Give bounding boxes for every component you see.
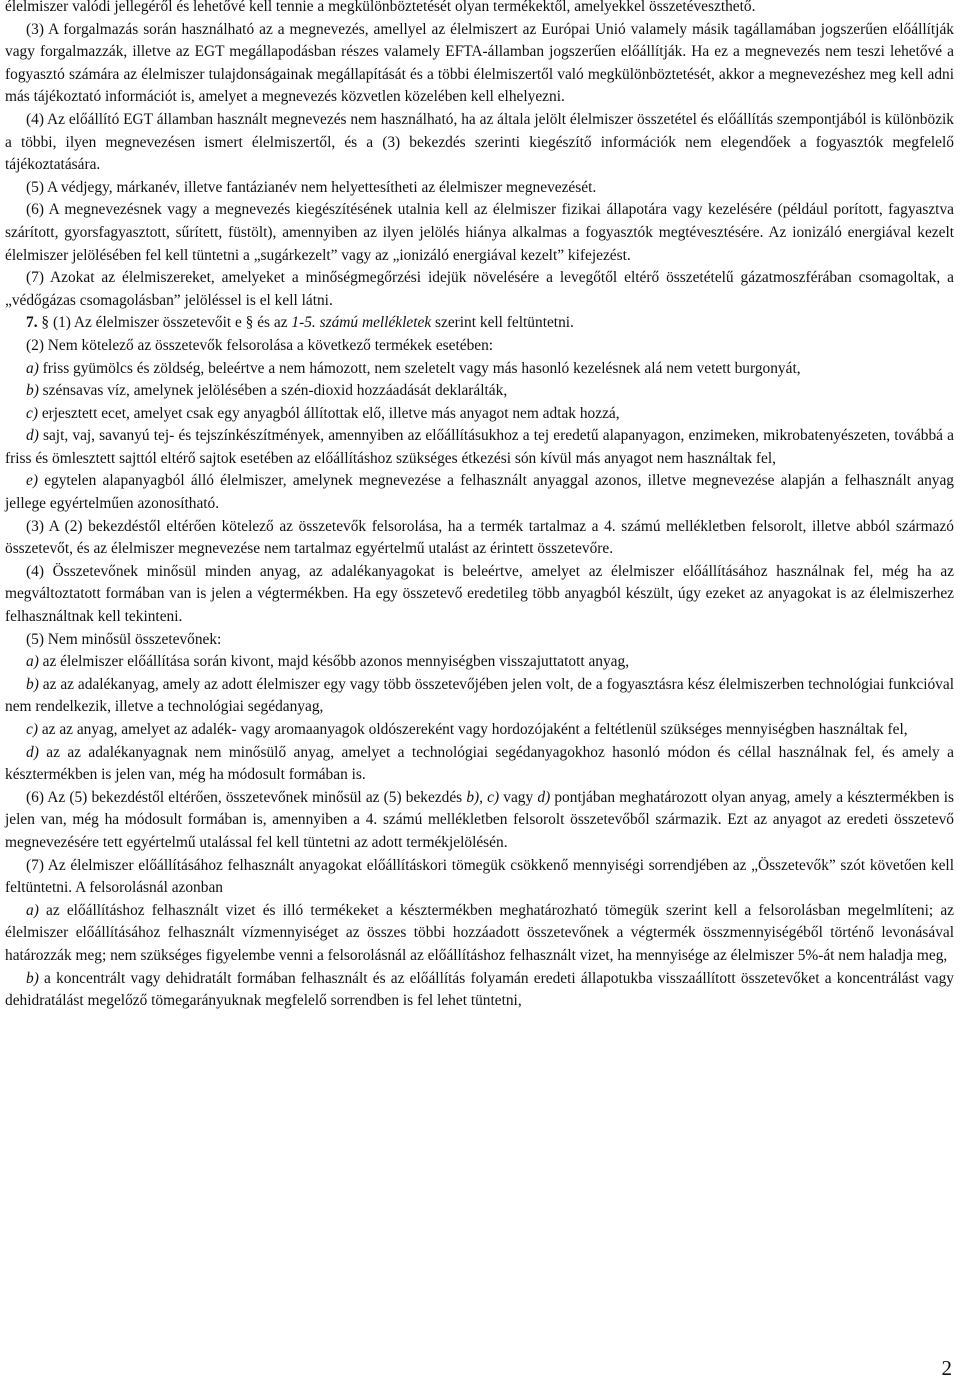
italic-text: c) (26, 721, 38, 738)
paragraph-p15 (5, 629, 954, 652)
text-segment: egytelen alapanyagból álló élelmiszer, amelynek megnevezése a felhasznált anyaggal azonos, illetve megnevezése alapján a felhasznált anyag jellege egyértelműen azonosítható. (5, 472, 954, 513)
text-segment: (6) A megnevezésnek vagy a megnevezés kiegészítésének utalnia kell az élelmiszer fizikai állapotára vagy kezelésére (például porított, fagyasztva szárított, gyorsfagyasztott, sűrített, füstölt), amennyiben az ilyen jelölés hiánya alkalmas a fogyasztók megtévesztésére. Az ionizáló energiával kezelt élelmiszer jelölésében fel kell tüntetni a „sugárkezelt” vagy az „ionizáló energiával kezelt” kifejezést. (5, 201, 954, 264)
paragraph-p09 (5, 380, 954, 403)
document-body (5, 0, 954, 1013)
text-segment: friss gyümölcs és zöldség, beleértve a nem hámozott, nem szeletelt vagy más hasonló kezelésnek alá nem vetett burgonyát, (38, 359, 801, 377)
text-segment: (5) A védjegy, márkanév, illetve fantázianév nem helyettesítheti az élelmiszer megnevezését. (26, 178, 597, 196)
text-segment: (4) Az előállító EGT államban használt megnevezés nem használható, ha az általa jelölt élelmiszer összetétel és előállítás szempontjából is különbözik a többi, ilyen megnevezésen ismert élelmiszertől, és a (3) bekezdés szerinti kiegészítő információk nem elegendőek a fogyasztók megfelelő tájékoztatására. (5, 110, 954, 174)
paragraph-p03 (5, 177, 954, 200)
text-segment: az az adalékanyagnak nem minősülő anyag, amelyet a technológiai segédanyagokhoz hasonló módon és céllal használnak fel, és amely a késztermékben is jelen van, még ha módosult formában is. (5, 743, 954, 784)
paragraph-p14 (5, 561, 954, 629)
italic-text: d) (26, 427, 39, 445)
text-segment: (4) Összetevőnek minősül minden anyag, az adalékanyagokat is beleértve, amelyet az élelmiszer előállításához használnak fel, még ha az megváltoztatott formában van is jelen a végtermékben. Ha egy összetevő eredetileg több anyagból készült, úgy ezeket az anyagokat is az élelmiszerhez felhasználtnak kell tekinteni. (5, 562, 954, 626)
paragraph-p19 (5, 742, 954, 787)
paragraph-p13 (5, 516, 954, 561)
text-segment: (3) A (2) bekezdéstől eltérően kötelező az összetevők felsorolása, ha a termék tartalmaz a 4. számú mellékletben felsorolt, illetve abból származó összetevőt, és az élelmiszer megnevezése nem tartalmaz egyértelmű utalást az érintett összetevőre. (5, 517, 954, 558)
text-segment: erjesztett ecet, amelyet csak egy anyagból állítottak elő, illetve más anyagot nem adtak hozzá, (37, 404, 620, 422)
bold-text: 7. (26, 314, 38, 332)
text-segment: az előállításhoz felhasznált vizet és illó termékeket a késztermékben meghatározható tömegük szerint kell a felsorolásban megelmlíteni; az élelmiszer előállításához felhasznált vízmennyiséget az összes többi hozzáadott összetevőnek a végtermék összmennyiségéből történő levonásával határozzák meg; nem szükséges figyelembe venni a felsorolásnál az előállításhoz felhasznált vizet, ha mennyisége az élelmiszer 5%-át nem haladja meg, (5, 901, 954, 964)
text-segment: az az adalékanyag, amely az adott élelmiszer egy vagy több összetevőjében jelen volt, de a fogyasztásra kész élelmiszerben technológiai funkcióval nem rendelkezik, illetve a technológiai segédanyag, (5, 675, 954, 716)
paragraph-p04 (5, 199, 954, 267)
italic-text: d) (26, 743, 39, 761)
paragraph-p18 (5, 719, 954, 742)
text-segment: (2) Nem kötelező az összetevők felsorolása a következő termékek esetében: (26, 336, 494, 354)
text-segment: sajt, vaj, savanyú tej- és tejszínkészítmények, amennyiben az előállításukhoz a tej eredetű alapanyagon, enzimeken, mikrobatenyészeten, továbbá a friss és ömlesztett sajttól eltérő sajtok esetében az előállításhoz szükséges étkezési són kívül más anyagot nem használtak fel, (5, 427, 954, 467)
italic-text: d) (537, 788, 551, 806)
paragraph-p21 (5, 855, 954, 900)
text-segment: pontjában meghatározott olyan anyag, amely a késztermékben is jelen van, még ha módosult formában is, amennyiben a 4. számú mellékletben felsorolt összetevőből származik. Ezt az anyagot az eredeti összetevő megnevezésére tett egyértelmű utalással fel kell tüntetni az adott termékjelölésén. (5, 788, 955, 851)
italic-text: a) (26, 359, 39, 377)
text-segment: (6) Az (5) bekezdéstől eltérően, összetevőnek minősül az (5) bekezdés (26, 788, 467, 806)
paragraph-p01 (5, 19, 954, 109)
text-segment: (7) Az élelmiszer előállításához felhasznált anyagokat előállításkori tömegük csökkenő mennyiségi sorrendjében az „Összetevők” szót követően kell feltüntetni. A felsorolásnál azonban (5, 856, 954, 897)
text-segment: (5) Nem minősül összetevőnek: (26, 630, 222, 648)
paragraph-p07 (5, 335, 954, 358)
paragraph-p08 (5, 358, 954, 381)
paragraph-p23 (5, 968, 954, 1013)
text-segment: az az anyag, amelyet az adalék- vagy aromaanyagok oldószereként vagy hordozójaként a feltétlenül szükséges mennyiségben használtak fel, (37, 721, 908, 738)
italic-text: e) (26, 472, 38, 490)
paragraph-p02 (5, 109, 954, 177)
paragraph-p12 (5, 470, 954, 515)
text-segment: (3) A forgalmazás során használható az a megnevezés, amellyel az élelmiszert az Európai Unió valamely másik tagállamában jogszerűen előállítják vagy forgalmazzák, illetve az EGT megállapodásban részes valamely EFTA-államban jogszerűen előállítják. Ha ez a megnevezés nem teszi lehetővé a fogyasztó számára az élelmiszer tulajdonságainak megállapítását és a többi élelmiszertől való megkülönböztetését, akkor a megnevezéshez meg kell adni más tájékoztató információt is, amelyet a megnevezés közvetlen közelében kell elhelyezni. (5, 20, 954, 106)
paragraph-p05 (5, 267, 954, 312)
text-segment: § (1) Az élelmiszer összetevőit e § és az (37, 314, 292, 332)
paragraph-p16 (5, 651, 954, 674)
text-segment: szerint kell feltüntetni. (431, 314, 574, 332)
paragraph-p20 (5, 787, 954, 855)
text-segment: élelmiszer valódi jellegéről és lehetővé kell tennie a megkülönböztetését olyan termékektől, amelyekkel összetéveszthető. (5, 0, 756, 15)
italic-text: a) (26, 653, 39, 671)
text-segment: (7) Azokat az élelmiszereket, amelyeket a minőségmegőrzési idejük növelésére a levegőtől eltérő összetételű gázatmoszférában csomagoltak, a „védőgázas csomagolásban” jelöléssel is el kell látni. (5, 269, 954, 309)
italic-text: b), c) (466, 788, 500, 806)
italic-text: b) (26, 675, 39, 693)
paragraph-p10 (5, 403, 954, 426)
text-segment: szénsavas víz, amelynek jelölésében a szén-dioxid hozzáadását deklarálták, (38, 382, 508, 400)
italic-text: a) (26, 901, 39, 919)
italic-text: c) (26, 404, 38, 422)
paragraph-p00 (5, 0, 954, 19)
paragraph-p06 (5, 312, 954, 335)
page-number: 2 (941, 1356, 952, 1380)
text-segment: a koncentrált vagy dehidratált formában felhasznált és az előállítás folyamán eredeti állapotukba visszaállított összetevőket a koncentrálást vagy dehidratálást megelőző tömegarányuknak megfelelő sorrendben is fel lehet tüntetni, (5, 969, 954, 1010)
italic-text: b) (26, 969, 39, 987)
italic-text: b) (26, 382, 39, 400)
text-segment: az élelmiszer előállítása során kivont, majd később azonos mennyiségben visszajuttatott anyag, (38, 653, 630, 671)
paragraph-p11 (5, 425, 954, 470)
text-segment: vagy (499, 788, 538, 806)
paragraph-p17 (5, 674, 954, 719)
paragraph-p22 (5, 900, 954, 968)
italic-text: 1-5. számú mellékletek (291, 314, 432, 332)
